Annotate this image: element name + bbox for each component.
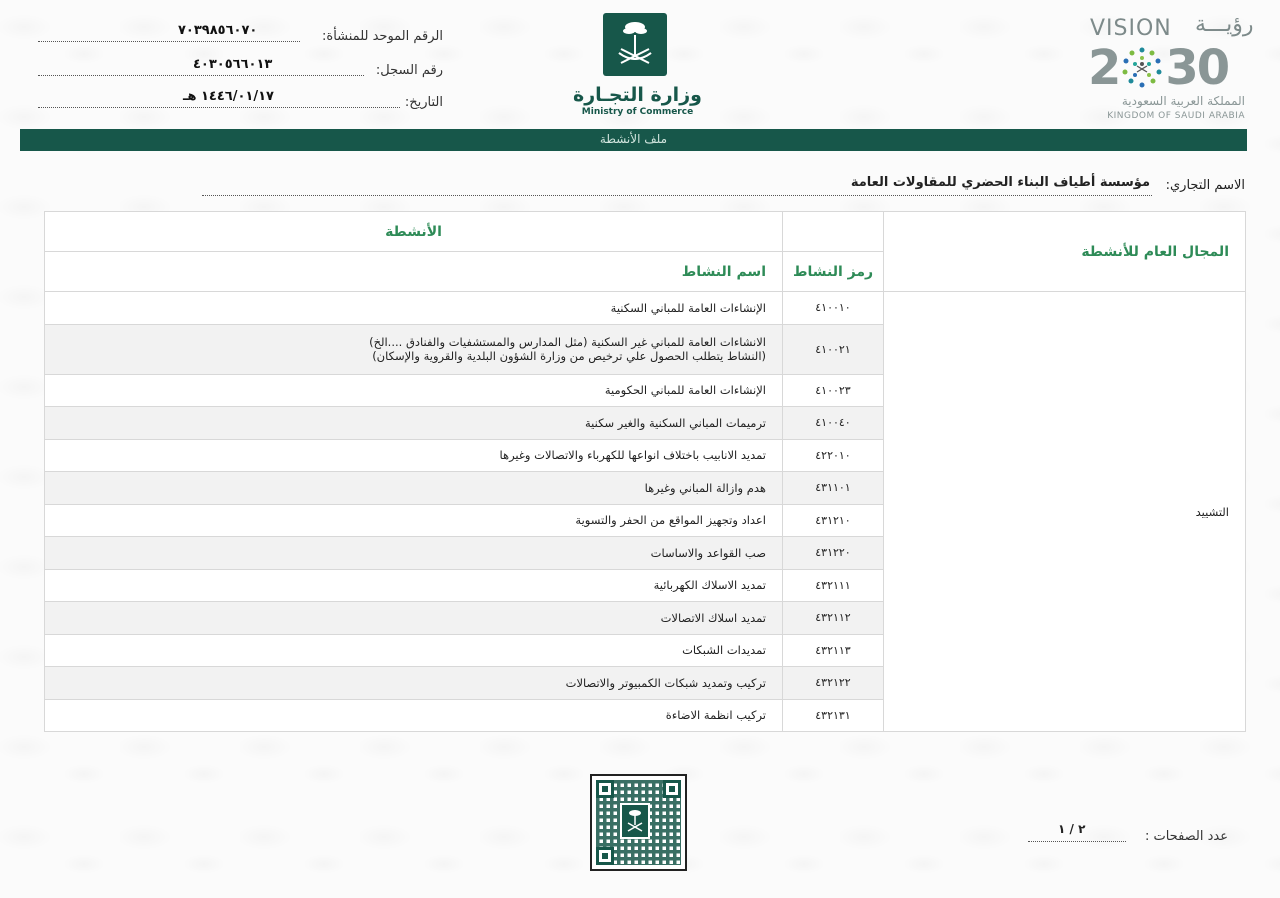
page-count-field xyxy=(1028,822,1228,846)
registry-label: رقم السجل: xyxy=(375,63,443,78)
unified-number-label: الرقم الموحد للمنشأة: xyxy=(322,29,443,44)
ministry-name-en: Ministry of Commerce xyxy=(581,107,694,117)
activity-code: ٤١٠٠١٠ xyxy=(783,292,884,325)
vision-2030-logo: 2 30 xyxy=(1088,40,1229,96)
empty-header-cell xyxy=(783,212,884,252)
registry-value: ٤٠٣٠٥٦٦٠١٣ xyxy=(193,57,273,72)
code-header: رمز النشاط xyxy=(783,252,884,292)
table-header-row xyxy=(45,212,1246,252)
activity-code: ٤٣٢١١١ xyxy=(783,569,884,602)
table-row xyxy=(45,292,1246,325)
vision-label-ar: رؤيـــة xyxy=(1195,12,1254,37)
activity-name: الإنشاءات العامة للمباني السكنية xyxy=(45,292,783,325)
vision-label-en: VISION xyxy=(1090,16,1172,41)
unified-number-field xyxy=(38,22,443,46)
ministry-name-ar: وزارة التجـارة xyxy=(573,84,702,106)
activity-code: ٤٢٢٠١٠ xyxy=(783,439,884,472)
activity-name: الانشاءات العامة للمباني غير السكنية (مثل المدارس والمستشفيات والفنادق ....الخ) (النشاط يتطلب الحصول علي ترخيص من وزارة الشؤون البلدية والقروية والإسكان) xyxy=(45,324,783,374)
date-label: التاريخ: xyxy=(404,95,443,110)
activity-code: ٤٣١٢٢٠ xyxy=(783,537,884,570)
activity-code: ٤٣٢١٢٢ xyxy=(783,667,884,700)
activity-code: ٤٣٢١٣١ xyxy=(783,699,884,732)
activity-name: تمديد الانابيب باختلاف انواعها للكهرباء والاتصالات وغيرها xyxy=(45,439,783,472)
trade-name-label: الاسم التجاري: xyxy=(1165,178,1245,193)
ministry-emblem-icon xyxy=(620,803,650,839)
qr-finder-icon xyxy=(596,847,614,865)
trade-name-field xyxy=(202,172,1245,196)
activity-name: تركيب وتمديد شبكات الكمبيوتر والاتصالات xyxy=(45,667,783,700)
dotted-line xyxy=(38,75,364,76)
section-banner xyxy=(20,129,1247,151)
activity-code: ٤٣١٢١٠ xyxy=(783,504,884,537)
kingdom-name-en: KINGDOM OF SAUDI ARABIA xyxy=(1107,111,1245,121)
activity-name: هدم وازالة المباني وغيرها xyxy=(45,472,783,505)
activity-name: تمديد الاسلاك الكهربائية xyxy=(45,569,783,602)
vision-star-icon xyxy=(1119,40,1165,96)
trade-name-value: مؤسسة أطياف البناء الحضري للمقاولات العامة xyxy=(850,175,1150,190)
activities-header: الأنشطة xyxy=(45,212,783,252)
qr-code[interactable] xyxy=(590,774,687,871)
activity-code: ٤١٠٠٢٣ xyxy=(783,374,884,407)
activity-name: ترميمات المباني السكنية والغير سكنية xyxy=(45,407,783,440)
activity-name: تمديد اسلاك الاتصالات xyxy=(45,602,783,635)
activity-code: ٤١٠٠٤٠ xyxy=(783,407,884,440)
qr-finder-icon xyxy=(663,780,681,798)
qr-finder-icon xyxy=(596,780,614,798)
domain-header: المجال العام للأنشطة xyxy=(884,212,1246,292)
kingdom-name-ar: المملكة العربية السعودية xyxy=(1121,94,1245,108)
date-field xyxy=(38,88,443,112)
activities-table xyxy=(44,211,1246,732)
dotted-line xyxy=(202,195,1152,196)
activity-code: ٤٣١١٠١ xyxy=(783,472,884,505)
ministry-emblem-icon xyxy=(603,13,667,76)
activity-name: اعداد وتجهيز المواقع من الحفر والتسوية xyxy=(45,504,783,537)
domain-value: التشييد xyxy=(884,292,1246,732)
dotted-line xyxy=(38,107,400,108)
unified-number-value: ٧٠٣٩٨٥٦٠٧٠ xyxy=(178,23,258,38)
activity-code: ٤١٠٠٢١ xyxy=(783,324,884,374)
activity-code: ٤٣٢١١٢ xyxy=(783,602,884,635)
dotted-line xyxy=(1028,841,1126,842)
activity-name: تركيب انظمة الاضاءة xyxy=(45,699,783,732)
page-count-label: عدد الصفحات : xyxy=(1144,829,1228,844)
activity-name: تمديدات الشبكات xyxy=(45,634,783,667)
page-count-value: ٢ / ١ xyxy=(1058,822,1086,836)
activity-code: ٤٣٢١١٣ xyxy=(783,634,884,667)
name-header: اسم النشاط xyxy=(45,252,783,292)
registry-number-field xyxy=(38,56,443,80)
date-value: ١٤٤٦/٠١/١٧ هـ xyxy=(183,89,274,104)
activity-name: الإنشاءات العامة للمباني الحكومية xyxy=(45,374,783,407)
activity-name: صب القواعد والاساسات xyxy=(45,537,783,570)
dotted-line xyxy=(38,41,300,42)
banner-title: ملف الأنشطة xyxy=(599,132,668,146)
